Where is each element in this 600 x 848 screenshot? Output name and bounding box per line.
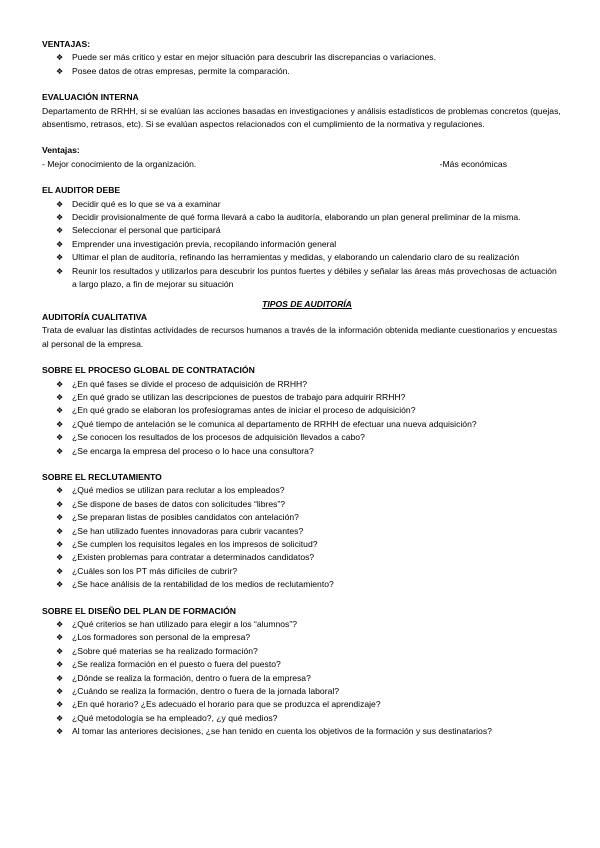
list-item: ❖ ¿Dónde se realiza la formación, dentro o fuera de la empresa? [42,672,562,685]
diamond-bullet-icon: ❖ [56,226,64,236]
formacion-heading: SOBRE EL DISEÑO DEL PLAN DE FORMACIÓN [42,605,237,616]
ventajas2-right: -Más económicas [439,158,507,169]
list-item: ❖ Reunir los resultados y utilizarlos para descubrir los puntos fuertes y débiles y señalar las áreas más provechosas de actuación a largo plazo, a fin de mejorar su situación [56,265,557,290]
contratacion-heading: SOBRE EL PROCESO GLOBAL DE CONTRATACIÓN [42,365,255,376]
diamond-bullet-icon: ❖ [56,727,64,737]
list-item: ❖ ¿Qué medios se utilizan para reclutar a los empleados? [42,484,562,497]
ventajas2-row [42,158,507,171]
cualitativa-heading: AUDITORÍA CUALITATIVA [42,311,148,322]
diamond-bullet-icon: ❖ [56,687,64,697]
list-item: ❖ ¿Se preparan listas de posibles candidatos con antelación? [42,511,562,524]
list-item: ❖ ¿Cuándo se realiza la formación, dentro o fuera de la jornada laboral? [42,685,562,698]
diamond-bullet-icon: ❖ [56,433,64,443]
list-item: ❖ ¿Existen problemas para contratar a determinados candidatos? [42,551,562,564]
diamond-bullet-icon: ❖ [56,66,64,76]
list-item: ❖ ¿Se han utilizado fuentes innovadoras para cubrir vacantes? [42,525,562,538]
evaluacion-heading: EVALUACIÓN INTERNA [42,92,139,103]
diamond-bullet-icon: ❖ [56,213,64,223]
list-item: ❖ Seleccionar el personal que participará [42,224,562,237]
list-item: ❖ ¿Se conocen los resultados de los procesos de adquisición llevados a cabo? [42,431,562,444]
diamond-bullet-icon: ❖ [56,379,64,389]
diamond-bullet-icon: ❖ [56,253,64,263]
list-item: ❖ ¿Se realiza formación en el puesto o fuera del puesto? [42,658,562,671]
diamond-bullet-icon: ❖ [56,540,64,549]
list-item: ❖ Posee datos de otras empresas, permite la comparación. [42,65,562,78]
diamond-bullet-icon: ❖ [56,199,64,209]
ventajas2-heading: Ventajas: [42,145,80,156]
list-item: ❖ ¿Se cumplen los requisitos legales en los impresos de solicitud? [42,538,562,551]
diamond-bullet-icon: ❖ [56,392,64,402]
diamond-bullet-icon: ❖ [56,566,64,576]
diamond-bullet-icon: ❖ [56,580,64,590]
diamond-bullet-icon: ❖ [56,646,64,656]
auditor-heading: EL AUDITOR DEBE [42,185,121,196]
list-item: ❖ ¿Qué metodología se ha empleado?, ¿y qué medios? [42,712,562,725]
list-item: ❖ Decidir qué es lo que se va a examinar [42,198,562,211]
diamond-bullet-icon: ❖ [56,526,64,536]
diamond-bullet-icon: ❖ [56,266,64,276]
diamond-bullet-icon: ❖ [56,620,64,630]
diamond-bullet-icon: ❖ [56,419,64,429]
contratacion-list [42,378,562,458]
cualitativa-text: Trata de evaluar las distintas actividades de recursos humanos a través de la información obtenida mediante cuestionarios y encuestas al personal de la empresa. [42,325,558,349]
auditor-list [42,198,562,292]
list-item: ❖ ¿En qué horario? ¿Es adecuado el horario para que se produzca el aprendizaje? [42,698,562,711]
list-item: ❖ ¿Se dispone de bases de datos con solicitudes “libres”? [42,498,562,511]
diamond-bullet-icon: ❖ [56,446,64,456]
list-item: ❖ ¿Sobre qué materias se ha realizado formación? [42,645,562,658]
ventajas-list [42,51,562,78]
diamond-bullet-icon: ❖ [56,53,64,63]
list-item: ❖ Decidir provisionalmente de qué forma llevará a cabo la auditoría, elaborando un plan general preliminar de la misma. [42,211,562,224]
evaluacion-text: Departamento de RRHH, si se evalúan las acciones basadas en investigaciones y análisis estadísticos de problemas concretos (quejas, absentismo, retrasos, etc). Si se evalúan aspectos relacionados con el cumplimiento de la normativa y regulaciones. [42,105,561,130]
document-page [42,38,562,739]
list-item: ❖ ¿En qué grado se elaboran los profesiogramas antes de iniciar el proceso de adquisición? [42,404,562,417]
diamond-bullet-icon: ❖ [56,239,64,249]
tipos-title: TIPOS DE AUDITORÍA [262,298,352,309]
diamond-bullet-icon: ❖ [56,486,64,496]
list-item: ❖ ¿Se encarga la empresa del proceso o lo hace una consultora? [42,445,562,458]
list-item: ❖ ¿Se hace análisis de la rentabilidad de los medios de reclutamiento? [42,578,562,591]
list-item: ❖ ¿Cuáles son los PT más difíciles de cubrir? [42,565,562,578]
diamond-bullet-icon: ❖ [56,499,64,509]
reclutamiento-heading: SOBRE EL RECLUTAMIENTO [42,471,162,482]
list-item: ❖ Emprender una investigación previa, recopilando información general [42,238,562,251]
list-item: ❖ ¿En qué fases se divide el proceso de adquisición de RRHH? [42,378,562,391]
list-item: ❖ ¿Los formadores son personal de la empresa? [42,631,562,644]
list-item: ❖ ¿Qué criterios se han utilizado para elegir a los “alumnos”? [42,618,562,631]
list-item: ❖ Puede ser más critico y estar en mejor situación para descubrir las discrepancias o variaciones. [42,51,562,64]
list-item: ❖ Al tomar las anteriores decisiones, ¿se han tenido en cuenta los objetivos de la formación y sus destinatarios? [42,725,562,738]
list-item: ❖ ¿En qué grado se utilizan las descripciones de puestos de trabajo para adquirir RRHH? [42,391,562,404]
ventajas-heading: VENTAJAS: [42,39,91,49]
diamond-bullet-icon: ❖ [56,660,64,670]
diamond-bullet-icon: ❖ [56,673,64,683]
reclutamiento-list [42,484,562,591]
diamond-bullet-icon: ❖ [56,713,64,723]
list-item: ❖ ¿Qué tiempo de antelación se le comunica al departamento de RRHH de efectuar una nueva adquisición? [42,418,562,431]
diamond-bullet-icon: ❖ [56,513,64,523]
diamond-bullet-icon: ❖ [56,633,64,643]
diamond-bullet-icon: ❖ [56,553,64,563]
formacion-list [42,618,562,739]
diamond-bullet-icon: ❖ [56,406,64,416]
list-item: ❖ Ultimar el plan de auditoría, refinando las herramientas y medidas, y elaborando un calendario claro de su realización [42,251,562,264]
ventajas2-left: - Mejor conocimiento de la organización. [42,158,197,169]
diamond-bullet-icon: ❖ [56,700,64,710]
